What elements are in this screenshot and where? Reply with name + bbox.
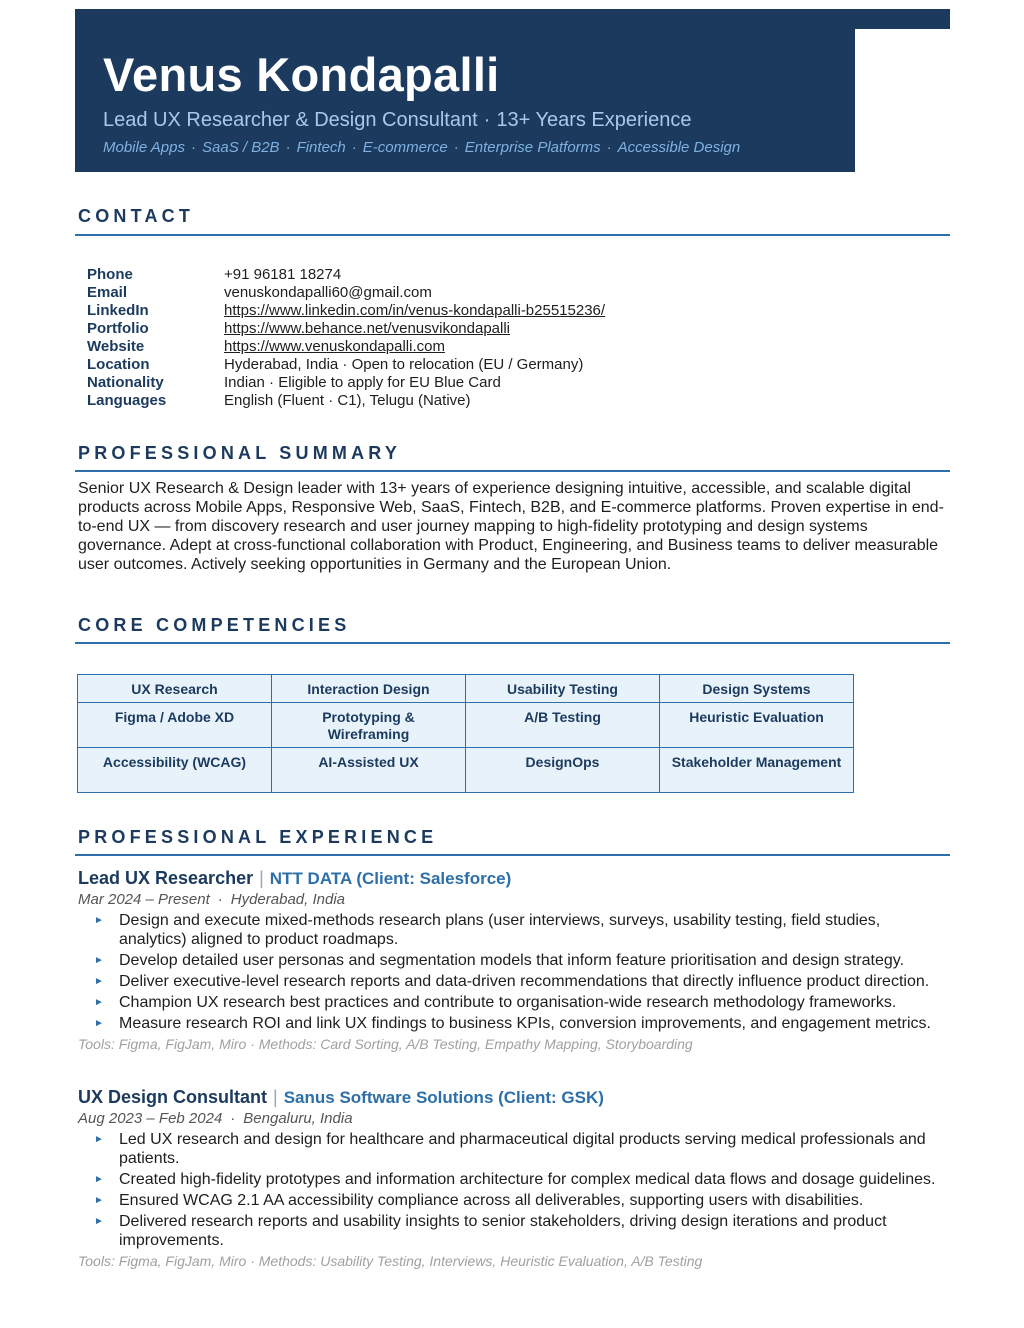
competency-cell: Prototyping & Wireframing — [272, 703, 466, 748]
title-separator: · — [483, 109, 491, 131]
domain-tag: Enterprise Platforms — [464, 139, 601, 156]
job-header — [78, 1086, 948, 1109]
job-header — [78, 867, 948, 890]
competency-cell: Stakeholder Management — [660, 748, 854, 793]
job-dates: Aug 2023 – Feb 2024 — [78, 1110, 223, 1127]
domain-tag: Fintech — [296, 139, 346, 156]
contact-row-email — [87, 284, 605, 302]
list-item: ► Deliver executive-level research reports and data-driven recommendations that directly influence product direction. — [94, 973, 930, 990]
competency-cell: Accessibility (WCAG) — [78, 748, 272, 793]
list-item: ► Develop detailed user personas and segmentation models that inform feature prioritisation and design strategy. — [94, 952, 905, 969]
domain-tag: Mobile Apps — [103, 139, 185, 156]
list-item: ► Ensured WCAG 2.1 AA accessibility compliance across all deliverables, supporting users with disabilities. — [94, 1192, 864, 1209]
languages-value: English (Fluent · C1), Telugu (Native) — [224, 392, 471, 409]
contact-label: Phone — [87, 266, 133, 283]
competency-cell: Interaction Design — [272, 675, 466, 703]
list-item: ► Led UX research and design for healthcare and pharmaceutical digital products serving medical professionals and patients. — [94, 1131, 926, 1167]
contact-row-phone — [87, 266, 605, 284]
competency-cell: Heuristic Evaluation — [660, 703, 854, 748]
bullet-arrow-icon: ► — [94, 1018, 104, 1029]
bullet-arrow-icon: ► — [94, 1134, 104, 1145]
competency-cell: Usability Testing — [466, 675, 660, 703]
job-company: Sanus Software Solutions (Client: GSK) — [283, 1088, 604, 1107]
competency-cell: UX Research — [78, 675, 272, 703]
contact-label: Languages — [87, 392, 167, 409]
candidate-name: Venus Kondapalli — [103, 48, 500, 101]
job-location: Hyderabad, India — [230, 891, 345, 908]
list-item: ► Created high-fidelity prototypes and information architecture for complex medical data flows and dosage guidelines. — [94, 1171, 936, 1188]
job-location: Bengaluru, India — [243, 1110, 353, 1127]
job-entry-sanus — [78, 1086, 948, 1270]
job-entry-ntt-data — [78, 867, 948, 1053]
competency-row — [78, 703, 854, 748]
nationality-value: Indian · Eligible to apply for EU Blue Card — [224, 374, 501, 391]
title-role: Lead UX Researcher & Design Consultant — [103, 109, 478, 131]
job-pipe: | — [273, 1087, 278, 1107]
meta-separator: · — [217, 891, 223, 908]
contact-label: Email — [87, 284, 128, 301]
competency-cell: AI-Assisted UX — [272, 748, 466, 793]
phone-value: +91 96181 18274 — [224, 266, 342, 283]
resume-header — [75, 29, 855, 172]
competency-cell: A/B Testing — [466, 703, 660, 748]
domain-tag: SaaS / B2B — [202, 139, 280, 156]
candidate-title — [103, 106, 855, 134]
competencies-grid — [77, 674, 854, 793]
job-role: Lead UX Researcher — [78, 868, 254, 888]
summary-paragraph: Senior UX Research & Design leader with 13+ years of experience designing intuitive, accessible, and scalable digital products across Mobile Apps, Responsive Web, SaaS, Fintech, B2B, and E-commerce platforms. Proven expertise in end-to-end UX — from discovery research and user journey mapping to high-fidelity prototyping and design systems governance. Adept at cross-functional collaboration with Product, Engineering, and Business teams to deliver measurable user outcomes. Actively seeking opportunities in Germany and the European Union. — [78, 480, 944, 573]
domain-tag: Accessible Design — [617, 139, 741, 156]
domain-tags: Mobile Apps · SaaS / B2B · Fintech · E-commerce · Enterprise Platforms · Accessible Design — [103, 139, 741, 156]
contact-label: Website — [87, 338, 145, 355]
bullet-arrow-icon: ► — [94, 976, 104, 987]
contact-row-location — [87, 356, 605, 374]
contact-row-portfolio — [87, 320, 605, 338]
job-company: NTT DATA (Client: Salesforce) — [269, 869, 512, 888]
section-title-summary: PROFESSIONAL SUMMARY — [78, 443, 402, 463]
section-divider — [75, 470, 950, 472]
linkedin-link[interactable]: https://www.linkedin.com/in/venus-kondapalli-b25515236/ — [224, 302, 606, 319]
title-experience: 13+ Years Experience — [496, 109, 692, 131]
bullet-arrow-icon: ► — [94, 1174, 104, 1185]
job-meta — [78, 890, 948, 909]
bullet-arrow-icon: ► — [94, 915, 104, 926]
competency-cell: Figma / Adobe XD — [78, 703, 272, 748]
competency-cell: Design Systems — [660, 675, 854, 703]
job-role: UX Design Consultant — [78, 1087, 268, 1107]
domain-tag: E-commerce — [362, 139, 448, 156]
job-bullets — [78, 1130, 948, 1250]
list-item: ► Delivered research reports and usability insights to senior stakeholders, driving design iterations and product improvements. — [94, 1213, 887, 1249]
bullet-arrow-icon: ► — [94, 1195, 104, 1206]
competency-cell: DesignOps — [466, 748, 660, 793]
contact-row-linkedin — [87, 302, 605, 320]
job-dates: Mar 2024 – Present — [78, 891, 210, 908]
section-title-contact: CONTACT — [78, 206, 195, 226]
portfolio-link[interactable]: https://www.behance.net/venusvikondapalli — [224, 320, 511, 337]
list-item: ► Measure research ROI and link UX findings to business KPIs, conversion improvements, and engagement metrics. — [94, 1015, 931, 1032]
header-top-bar — [75, 9, 950, 29]
bullet-arrow-icon: ► — [94, 955, 104, 966]
contact-list — [87, 266, 605, 410]
section-title-experience: PROFESSIONAL EXPERIENCE — [78, 827, 438, 847]
location-value: Hyderabad, India · Open to relocation (EU / Germany) — [224, 356, 584, 373]
list-item: ► Champion UX research best practices and contribute to organisation-wide research methodology frameworks. — [94, 994, 897, 1011]
contact-row-languages — [87, 392, 605, 410]
job-pipe: | — [259, 868, 264, 888]
bullet-arrow-icon: ► — [94, 997, 104, 1008]
contact-label: Location — [87, 356, 150, 373]
section-title-competencies: CORE COMPETENCIES — [78, 615, 351, 635]
email-value: venuskondapalli60@gmail.com — [224, 284, 432, 301]
contact-label: Nationality — [87, 374, 164, 391]
job-tools: Tools: Figma, FigJam, Miro · Methods: Card Sorting, A/B Testing, Empathy Mapping, Storyboarding — [78, 1036, 693, 1052]
section-divider — [75, 642, 950, 644]
list-item: ► Design and execute mixed-methods research plans (user interviews, surveys, usability testing, field studies, analytics) aligned to product roadmaps. — [94, 912, 881, 948]
contact-label: LinkedIn — [87, 302, 149, 319]
meta-separator: · — [230, 1110, 236, 1127]
competency-row — [78, 748, 854, 793]
competency-row — [78, 675, 854, 703]
bullet-arrow-icon: ► — [94, 1216, 104, 1227]
job-bullets — [78, 911, 948, 1033]
contact-row-nationality — [87, 374, 605, 392]
contact-row-website — [87, 338, 605, 356]
job-tools: Tools: Figma, FigJam, Miro · Methods: Usability Testing, Interviews, Heuristic Evaluation, A/B Testing — [78, 1253, 703, 1269]
job-meta — [78, 1109, 948, 1128]
contact-label: Portfolio — [87, 320, 149, 337]
section-divider — [75, 854, 950, 856]
website-link[interactable]: https://www.venuskondapalli.com — [224, 338, 445, 355]
section-divider — [75, 234, 950, 236]
